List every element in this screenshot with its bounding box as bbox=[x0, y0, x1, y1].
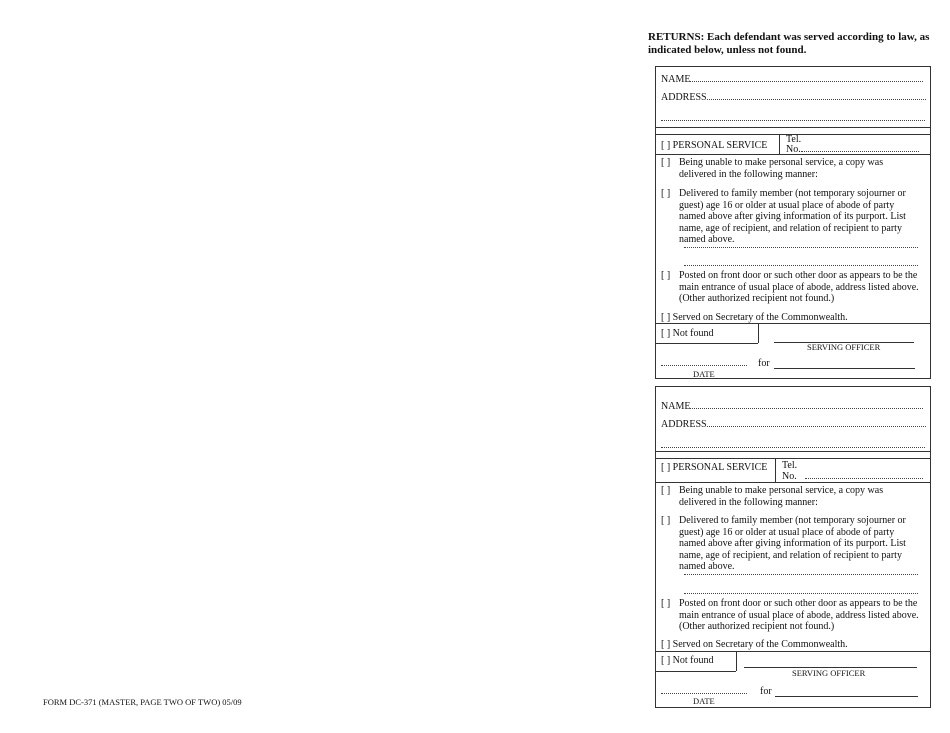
checkbox[interactable]: [ ] bbox=[661, 462, 671, 473]
recipient-line-1[interactable] bbox=[684, 567, 918, 579]
tel-number-field[interactable]: No. bbox=[786, 144, 919, 156]
for-label: for bbox=[760, 686, 772, 697]
serving-officer-label: SERVING OFFICER bbox=[792, 668, 866, 678]
tel-label: Tel. bbox=[786, 134, 802, 145]
personal-service-option[interactable]: [ ] PERSONAL SERVICE bbox=[661, 140, 768, 151]
recipient-line-2[interactable] bbox=[684, 586, 918, 598]
tel-label: Tel. bbox=[782, 460, 798, 471]
delivered-option[interactable]: [ ] Delivered to family member (not temporary sojourner or guest) age 16 or older at usual place of abode of party named above after giving information of its purport. List name, age of recipient, and relation of recipient to party named above. bbox=[661, 515, 906, 572]
checkbox[interactable]: [ ] bbox=[661, 140, 671, 151]
return-box-2 bbox=[655, 386, 931, 708]
date-label: DATE bbox=[693, 369, 715, 379]
not-found-option[interactable]: [ ] Not found bbox=[661, 328, 714, 339]
address-line-2[interactable] bbox=[661, 440, 925, 452]
address-field[interactable] bbox=[661, 92, 926, 104]
name-field[interactable] bbox=[661, 401, 923, 413]
unable-option[interactable]: [ ] Being unable to make personal service, a copy was delivered in the following manner: bbox=[661, 157, 884, 180]
address-field[interactable] bbox=[661, 419, 926, 431]
date-label: DATE bbox=[693, 696, 715, 706]
date-field[interactable] bbox=[661, 358, 747, 370]
secretary-option[interactable]: [ ] Served on Secretary of the Commonwealth. bbox=[661, 312, 848, 323]
delivered-option[interactable]: [ ] Delivered to family member (not temporary sojourner or guest) age 16 or older at usual place of abode of party named above after giving information of its purport. List name, age of recipient, and relation of recipient to party named above. bbox=[661, 188, 906, 245]
tel-number-field[interactable]: No. bbox=[782, 471, 923, 483]
name-label: NAME bbox=[661, 74, 691, 85]
form-footer: FORM DC-371 (MASTER, PAGE TWO OF TWO) 05/09 bbox=[43, 697, 242, 707]
return-box-1 bbox=[655, 66, 931, 379]
recipient-line-1[interactable] bbox=[684, 240, 918, 252]
for-label: for bbox=[758, 358, 770, 369]
unable-option[interactable]: [ ] Being unable to make personal service, a copy was delivered in the following manner: bbox=[661, 485, 884, 508]
recipient-line-2[interactable] bbox=[684, 258, 918, 270]
serving-officer-label: SERVING OFFICER bbox=[807, 342, 881, 352]
returns-heading: RETURNS: Each defendant was served according to law, as indicated below, unless not found. bbox=[648, 31, 930, 56]
for-line[interactable] bbox=[775, 696, 918, 697]
personal-service-option[interactable]: [ ] PERSONAL SERVICE bbox=[661, 462, 768, 473]
for-line[interactable] bbox=[774, 368, 915, 369]
address-label: ADDRESS bbox=[661, 92, 707, 103]
name-label: NAME bbox=[661, 401, 691, 412]
address-line-2[interactable] bbox=[661, 113, 925, 125]
posted-option[interactable]: [ ] Posted on front door or such other door as appears to be the main entrance of usual place of abode, address listed above. (Other authorized recipient not found.) bbox=[661, 598, 919, 632]
posted-option[interactable]: [ ] Posted on front door or such other door as appears to be the main entrance of usual place of abode, address listed above. (Other authorized recipient not found.) bbox=[661, 270, 919, 304]
not-found-option[interactable]: [ ] Not found bbox=[661, 655, 714, 666]
address-label: ADDRESS bbox=[661, 419, 707, 430]
name-field[interactable] bbox=[661, 74, 923, 86]
secretary-option[interactable]: [ ] Served on Secretary of the Commonwealth. bbox=[661, 639, 848, 650]
